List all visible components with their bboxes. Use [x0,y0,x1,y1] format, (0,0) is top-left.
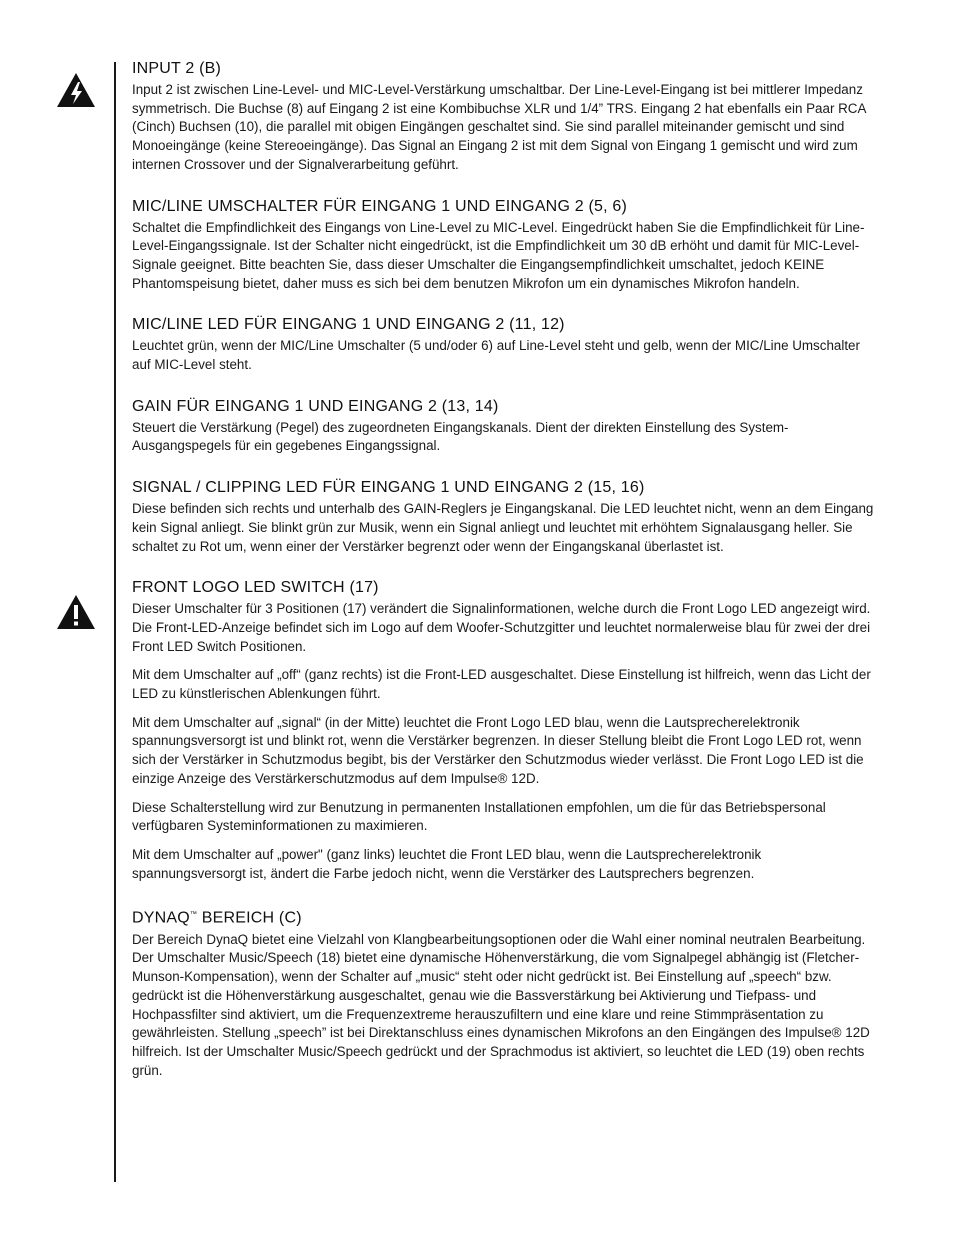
section-paragraph: Mit dem Umschalter auf „power" (ganz links) leuchtet die Front LED blau, wenn die Lautsprecherelektronik spannungsversorgt ist, ändert die Farbe jedoch nicht, wenn die Verstärker des Lautsprechers begrenzen. [132,846,762,881]
section-dynaq [132,904,874,1080]
section-paragraph: Schaltet die Empfindlichkeit des Eingangs von Line-Level zu MIC-Level. Eingedrückt haben Sie die Empfindlichkeit für Line-Level-Eingangssignale. Ist der Schalter nicht eingedrückt, ist die Empfindlichkeit um 30 dB erhöht und damit für MIC-Level-Signale geeignet. Bitte beachten Sie, dass dieser Umschalter die Eingangsempfindlichkeit umschaltet, jedoch KEINE Phantomspeisung bietet, daher muss es sich bei dem benutzen Mikrofon um ein dynamisches Mikrofon handeln. [132,219,865,291]
section-heading: SIGNAL / CLIPPING LED FÜR EINGANG 1 UND EINGANG 2 (15, 16) [132,479,645,497]
electric-shock-warning-icon [56,72,96,108]
section-mic-line-led [132,314,874,374]
section-heading: MIC/LINE UMSCHALTER FÜR EINGANG 1 UND EINGANG 2 (5, 6) [132,197,628,215]
section-mic-line-switch [132,196,874,294]
margin-rule [114,62,116,1182]
section-paragraph: Dieser Umschalter für 3 Positionen (17) verändert die Signalinformationen, welche durch die Front Logo LED angezeigt wird. Die Front-LED-Anzeige befindet sich im Logo auf dem Woofer-Schutzgitter und leuchtet normalerweise blau für zwei der drei Front LED Switch Positionen. [132,601,871,654]
section-heading: FRONT LOGO LED SWITCH (17) [132,579,379,597]
section-paragraph: Input 2 ist zwischen Line-Level- und MIC-Level-Verstärkung umschaltbar. Der Line-Level-Eingang ist bei mittlerer Impedanz symmetrisch. Die Buchse (8) auf Eingang 2 ist eine Kombibuchse XLR und 1/4” TRS. Eingang 2 hat ebenfalls ein Paar RCA (Cinch) Buchsen (10), die parallel mit obigen Eingängen geschaltet sind. Sie sind parallel miteinander gemischt und sind Monoeingänge (keine Stereoeingänge). Das Signal an Eingang 2 ist mit dem Signal von Eingang 1 gemischt und wird zum internen Crossover und der Signalverarbeitung geführt. [132,82,866,172]
section-heading: MIC/LINE LED FÜR EINGANG 1 UND EINGANG 2 (11, 12) [132,316,565,334]
heading-rest: BEREICH (C) [197,909,302,927]
section-paragraph: Diese befinden sich rechts und unterhalb des GAIN-Reglers je Eingangskanal. Die LED leuchtet nicht, wenn an dem Eingang kein Signal anliegt. Sie blinkt grün zur Musik, wenn ein Signal anliegt und leuchtet mit erhöhtem Signalausgang heller. Sie schaltet zu Rot um, wenn einer der Verstärker begrenzt oder wenn der Eingangskanal überlastet ist. [132,501,874,554]
section-front-logo-led-switch [132,577,874,883]
section-paragraph: Mit dem Umschalter auf „signal“ (in der Mitte) leuchtet die Front Logo LED blau, wenn die Lautsprecherelektronik spannungsversorgt ist und blinkt rot, wenn die Verstärker begrenzen. In dieser Stellung bleibt die Front Logo LED rot, wenn sich der Verstärker in Schutzmodus begibt, bis der Verstärker den Schutzmodus wieder verlässt. Die Front Logo LED ist die einzige Anzeige des Verstärkerschutzmodus auf dem Impulse® 12D. [132,714,864,786]
section-heading: INPUT 2 (B) [132,60,222,77]
section-heading [132,904,874,929]
section-heading: GAIN FÜR EINGANG 1 UND EINGANG 2 (13, 14) [132,397,499,415]
document-body [132,58,874,1101]
section-paragraph: Diese Schalterstellung wird zur Benutzung in permanenten Installationen empfohlen, um die für das Betriebspersonal verfügbaren Systeminformationen zu maximieren. [132,799,826,834]
heading-main: DYNAQ [132,909,190,927]
section-paragraph: Mit dem Umschalter auf „off“ (ganz rechts) ist die Front-LED ausgeschaltet. Diese Einstellung ist hilfreich, wenn das Licht der LED zu künstlerischen Ablenkungen führt. [132,667,871,702]
section-paragraph: Steuert die Verstärkung (Pegel) des zugeordneten Eingangskanals. Dient der direkten Einstellung des System-Ausgangspegels für ein gegebenes Eingangssignal. [132,419,789,454]
caution-exclamation-icon [56,594,96,630]
section-paragraph: Der Bereich DynaQ bietet eine Vielzahl von Klangbearbeitungsoptionen oder die Wahl einer nominal neutralen Bearbeitung. Der Umschalter Music/Speech (18) bietet eine dynamische Höhenverstärkung, die vom Signalpegel abhängig ist (Fletcher-Munson-Kompensation), wenn der Schalter auf „music“ steht oder nicht gedrückt ist. Bei Einstellung auf „speech“ bzw. gedrückt ist die Höhenverstärkung ausgeschaltet, genau wie die Bassverstärkung bei Aktivierung und Tiefpass- und Hochpassfilter sind aktiviert, um die Frequenzextreme herauszufiltern und eine klare und reine Stimmpräsentation zu gewährleisten. Stellung „speech” ist bei Direktanschluss eines dynamischen Mikrofons an den Eingängen des Impulse® 12D hilfreich. Ist der Umschalter Music/Speech gedrückt und der Sprachmodus ist aktiviert, so leuchtet die LED (19) oben rechts grün. [132,931,870,1078]
section-input-2 [132,58,874,175]
section-signal-clipping-led [132,477,874,556]
section-paragraph: Leuchtet grün, wenn der MIC/Line Umschalter (5 und/oder 6) auf Line-Level steht und gelb, wenn der MIC/Line Umschalter auf MIC-Level steht. [132,338,860,373]
section-gain [132,396,874,456]
trademark-mark: ™ [189,911,198,919]
